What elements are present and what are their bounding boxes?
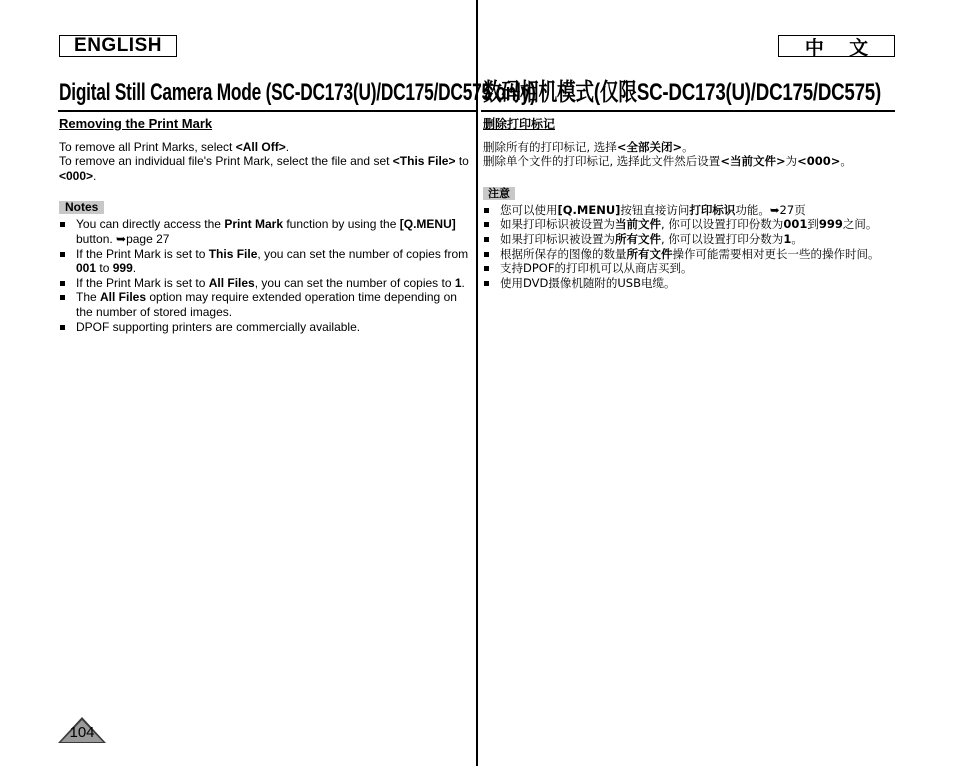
text: 。 <box>791 231 803 246</box>
text: button. ➥page 27 <box>76 231 170 246</box>
text: 使用DVD摄像机随附的USB电缆。 <box>500 275 676 290</box>
note-item <box>483 232 893 247</box>
text: , you can set the number of copies to <box>254 275 455 290</box>
text: To remove an individual file's Print Mark, select the file and set <box>59 154 393 169</box>
page-number: 104 <box>69 724 95 741</box>
text-bold: 当前文件 <box>615 217 661 232</box>
text: 为 <box>785 154 798 169</box>
text: 删除所有的打印标记, 选择 <box>483 139 617 154</box>
text: If the Print Mark is set to <box>76 275 209 290</box>
text: 。 <box>682 139 694 154</box>
note-item <box>483 276 893 291</box>
text: If the Print Mark is set to <box>76 246 209 261</box>
text: 功能。➥27页 <box>735 202 806 217</box>
text-bold: [Q.MENU] <box>557 202 621 217</box>
note-item <box>59 276 469 291</box>
text: 支持DPOF的打印机可以从商店买到。 <box>500 261 693 276</box>
notes-list <box>59 217 469 334</box>
title-rule-english <box>58 110 476 112</box>
text: 如果打印标识被设置为 <box>500 231 615 246</box>
text-bold: [Q.MENU] <box>399 217 456 232</box>
instructions-zh <box>483 140 893 169</box>
option-all-off: <All Off> <box>235 139 286 154</box>
text-bold: 所有文件 <box>626 246 673 261</box>
text-bold: This File <box>208 246 258 261</box>
note-item <box>59 247 469 276</box>
section-heading: Removing the Print Mark <box>59 116 213 131</box>
text-bold: 打印标识 <box>689 202 736 217</box>
text: 按钮直接访问 <box>620 202 690 217</box>
text-bold: 001 <box>76 261 97 276</box>
english-column <box>59 117 469 334</box>
text: 操作可能需要相对更长一些的操作时间。 <box>672 246 880 261</box>
text-bold: 999 <box>112 261 133 276</box>
text: . <box>132 261 137 276</box>
note-item <box>483 247 893 262</box>
note-item <box>59 217 469 246</box>
option-this-file-zh: <当前文件> <box>720 154 786 169</box>
option-all-off-zh: <全部关闭> <box>616 139 683 154</box>
instruction-remove-all-zh <box>483 140 893 155</box>
text: You can directly access the <box>76 217 225 232</box>
text-bold: Print Mark <box>224 217 283 232</box>
instructions <box>59 140 469 184</box>
note-item <box>59 290 469 319</box>
page-title-chinese: 数码相机模式(仅限SC-DC173(U)/DC175/DC575) <box>483 79 881 106</box>
text: option may require extended operation time depending on the number of stored images. <box>76 290 457 319</box>
page-title-english: Digital Still Camera Mode (SC-DC173(U)/DC175/DC575 only) <box>59 79 536 106</box>
text-bold: 999 <box>818 217 843 232</box>
chinese-column <box>483 117 893 290</box>
text: , 你可以设置打印份数为 <box>661 217 784 232</box>
value-000-zh: <000> <box>797 154 841 169</box>
text: 根据所保存的图像的数量 <box>500 246 627 261</box>
text-bold: 1 <box>783 231 792 246</box>
instruction-remove-one <box>59 154 469 183</box>
text: 之间。 <box>842 217 878 232</box>
text: to <box>455 154 469 169</box>
note-item <box>59 320 469 335</box>
note-item <box>483 217 893 232</box>
title-rule-chinese <box>481 110 895 112</box>
text: 您可以使用 <box>500 202 558 217</box>
notes-label: Notes <box>59 201 104 214</box>
text: . <box>461 275 465 290</box>
text-bold: 001 <box>783 217 808 232</box>
text: . <box>93 168 97 183</box>
text: , you can set the number of copies from <box>257 246 469 261</box>
text: DPOF supporting printers are commercially available. <box>76 319 361 334</box>
language-label-english: ENGLISH <box>59 35 177 57</box>
text-bold: All Files <box>208 275 255 290</box>
note-item <box>483 203 893 218</box>
text: , 你可以设置打印分数为 <box>661 231 784 246</box>
text-bold: All Files <box>100 290 147 305</box>
text: To remove all Print Marks, select <box>59 139 236 154</box>
value-000: <000> <box>59 168 94 183</box>
notes-label-zh: 注意 <box>483 187 515 200</box>
text: 到 <box>807 217 819 232</box>
text: to <box>96 261 113 276</box>
text: 如果打印标识被设置为 <box>500 217 615 232</box>
column-divider <box>476 0 478 766</box>
instruction-remove-one-zh <box>483 154 893 169</box>
language-label-chinese: 中 文 <box>778 35 895 57</box>
page-number-badge <box>58 717 106 743</box>
section-heading-zh: 删除打印标记 <box>483 117 556 131</box>
note-item <box>483 261 893 276</box>
text: The <box>76 290 101 305</box>
text-bold: 所有文件 <box>615 231 661 246</box>
text: 。 <box>840 154 852 169</box>
instruction-remove-all <box>59 140 469 155</box>
notes-list-zh <box>483 203 893 291</box>
text-bold: 1 <box>454 275 462 290</box>
text: . <box>285 139 290 154</box>
text: 删除单个文件的打印标记, 选择此文件然后设置 <box>483 154 721 169</box>
option-this-file: <This File> <box>392 154 456 169</box>
text: function by using the <box>283 217 400 232</box>
